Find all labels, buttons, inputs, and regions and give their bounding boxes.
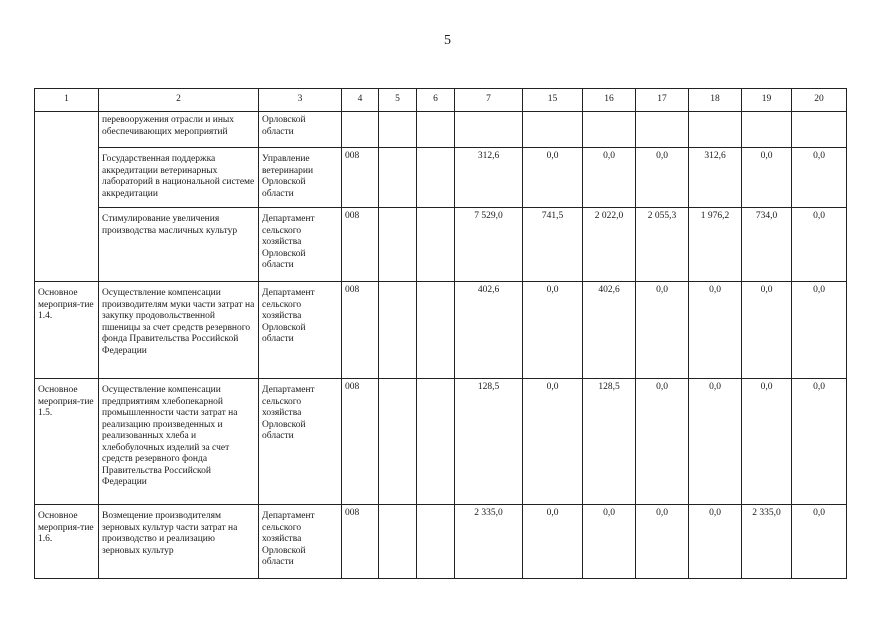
value-cell	[417, 148, 455, 208]
value-cell: 0,0	[792, 148, 847, 208]
value-cell: 128,5	[583, 379, 636, 505]
value-cell: 0,0	[742, 379, 792, 505]
value-cell	[379, 379, 417, 505]
value-cell: 0,0	[523, 148, 583, 208]
value-cell: 0,0	[689, 505, 742, 579]
column-header: 18	[689, 89, 742, 112]
value-cell: 2 335,0	[455, 505, 523, 579]
column-header: 6	[417, 89, 455, 112]
measure-name-cell: перевооружения отрасли и иных обеспечивающих мероприятий	[99, 112, 259, 148]
event-cell	[35, 112, 99, 282]
value-cell: 0,0	[583, 148, 636, 208]
value-cell	[636, 112, 689, 148]
column-header: 1	[35, 89, 99, 112]
executor-cell: Департамент сельского хозяйства Орловской области	[259, 379, 342, 505]
table-row	[35, 505, 847, 579]
value-cell	[455, 112, 523, 148]
column-header: 20	[792, 89, 847, 112]
event-cell: Основное мероприя-тие 1.5.	[35, 379, 99, 505]
column-header: 7	[455, 89, 523, 112]
header-row	[35, 89, 847, 112]
event-cell: Основное мероприя-тие 1.4.	[35, 282, 99, 379]
value-cell	[379, 505, 417, 579]
value-cell: 0,0	[636, 505, 689, 579]
value-cell: 0,0	[523, 379, 583, 505]
column-header: 3	[259, 89, 342, 112]
value-cell	[379, 148, 417, 208]
table-row	[35, 208, 847, 282]
measure-name-cell: Возмещение производителям зерновых культур части затрат на производство и реализацию зерновых культур	[99, 505, 259, 579]
value-cell	[417, 505, 455, 579]
value-cell: 741,5	[523, 208, 583, 282]
table-row	[35, 282, 847, 379]
value-cell: 0,0	[636, 282, 689, 379]
value-cell	[417, 379, 455, 505]
executor-cell: Департамент сельского хозяйства Орловской области	[259, 282, 342, 379]
value-cell: 402,6	[455, 282, 523, 379]
page-number: 5	[444, 33, 451, 48]
value-cell: 0,0	[689, 282, 742, 379]
column-header: 2	[99, 89, 259, 112]
measure-name-cell: Государственная поддержка аккредитации ветеринарных лабораторий в национальной системе аккредитации	[99, 148, 259, 208]
column-header: 16	[583, 89, 636, 112]
measure-name-cell: Осуществление компенсации предприятиям хлебопекарной промышленности части затрат на реализацию произведенных и реализованных хлеба и хлебобулочных изделий за счет средств резервного фонда Правительства Российской Федерации	[99, 379, 259, 505]
value-cell: 0,0	[523, 505, 583, 579]
executor-cell: Департамент сельского хозяйства Орловской области	[259, 208, 342, 282]
value-cell: 0,0	[689, 379, 742, 505]
value-cell: 0,0	[523, 282, 583, 379]
value-cell: 128,5	[455, 379, 523, 505]
value-cell	[417, 208, 455, 282]
value-cell	[379, 282, 417, 379]
value-cell: 2 055,3	[636, 208, 689, 282]
value-cell: 0,0	[792, 208, 847, 282]
event-cell: Основное мероприя-тие 1.6.	[35, 505, 99, 579]
executor-cell: Орловской области	[259, 112, 342, 148]
value-cell: 0,0	[636, 379, 689, 505]
code-cell: 008	[342, 148, 379, 208]
value-cell	[379, 208, 417, 282]
value-cell: 0,0	[636, 148, 689, 208]
code-cell: 008	[342, 379, 379, 505]
value-cell	[583, 112, 636, 148]
executor-cell: Управление ветеринарии Орловской области	[259, 148, 342, 208]
budget-table	[34, 88, 847, 579]
value-cell: 0,0	[792, 282, 847, 379]
value-cell: 312,6	[689, 148, 742, 208]
value-cell: 0,0	[583, 505, 636, 579]
value-cell	[792, 112, 847, 148]
value-cell	[523, 112, 583, 148]
value-cell	[742, 112, 792, 148]
table-row	[35, 148, 847, 208]
code-cell: 008	[342, 505, 379, 579]
column-header: 5	[379, 89, 417, 112]
value-cell	[689, 112, 742, 148]
value-cell: 0,0	[792, 379, 847, 505]
value-cell: 1 976,2	[689, 208, 742, 282]
table-row	[35, 112, 847, 148]
code-cell: 008	[342, 208, 379, 282]
table-row	[35, 379, 847, 505]
value-cell: 402,6	[583, 282, 636, 379]
column-header: 4	[342, 89, 379, 112]
value-cell: 7 529,0	[455, 208, 523, 282]
value-cell: 2 022,0	[583, 208, 636, 282]
value-cell	[417, 282, 455, 379]
code-cell: 008	[342, 282, 379, 379]
measure-name-cell: Осуществление компенсации производителям муки части затрат на закупку продовольственной пшеницы за счет средств резервного фонда Правительства Российской Федерации	[99, 282, 259, 379]
column-header: 17	[636, 89, 689, 112]
column-header: 19	[742, 89, 792, 112]
value-cell: 0,0	[792, 505, 847, 579]
column-header: 15	[523, 89, 583, 112]
value-cell: 0,0	[742, 148, 792, 208]
value-cell: 0,0	[742, 282, 792, 379]
value-cell	[379, 112, 417, 148]
value-cell: 2 335,0	[742, 505, 792, 579]
measure-name-cell: Стимулирование увеличения производства масличных культур	[99, 208, 259, 282]
code-cell	[342, 112, 379, 148]
value-cell: 312,6	[455, 148, 523, 208]
value-cell	[417, 112, 455, 148]
value-cell: 734,0	[742, 208, 792, 282]
executor-cell: Департамент сельского хозяйства Орловской области	[259, 505, 342, 579]
